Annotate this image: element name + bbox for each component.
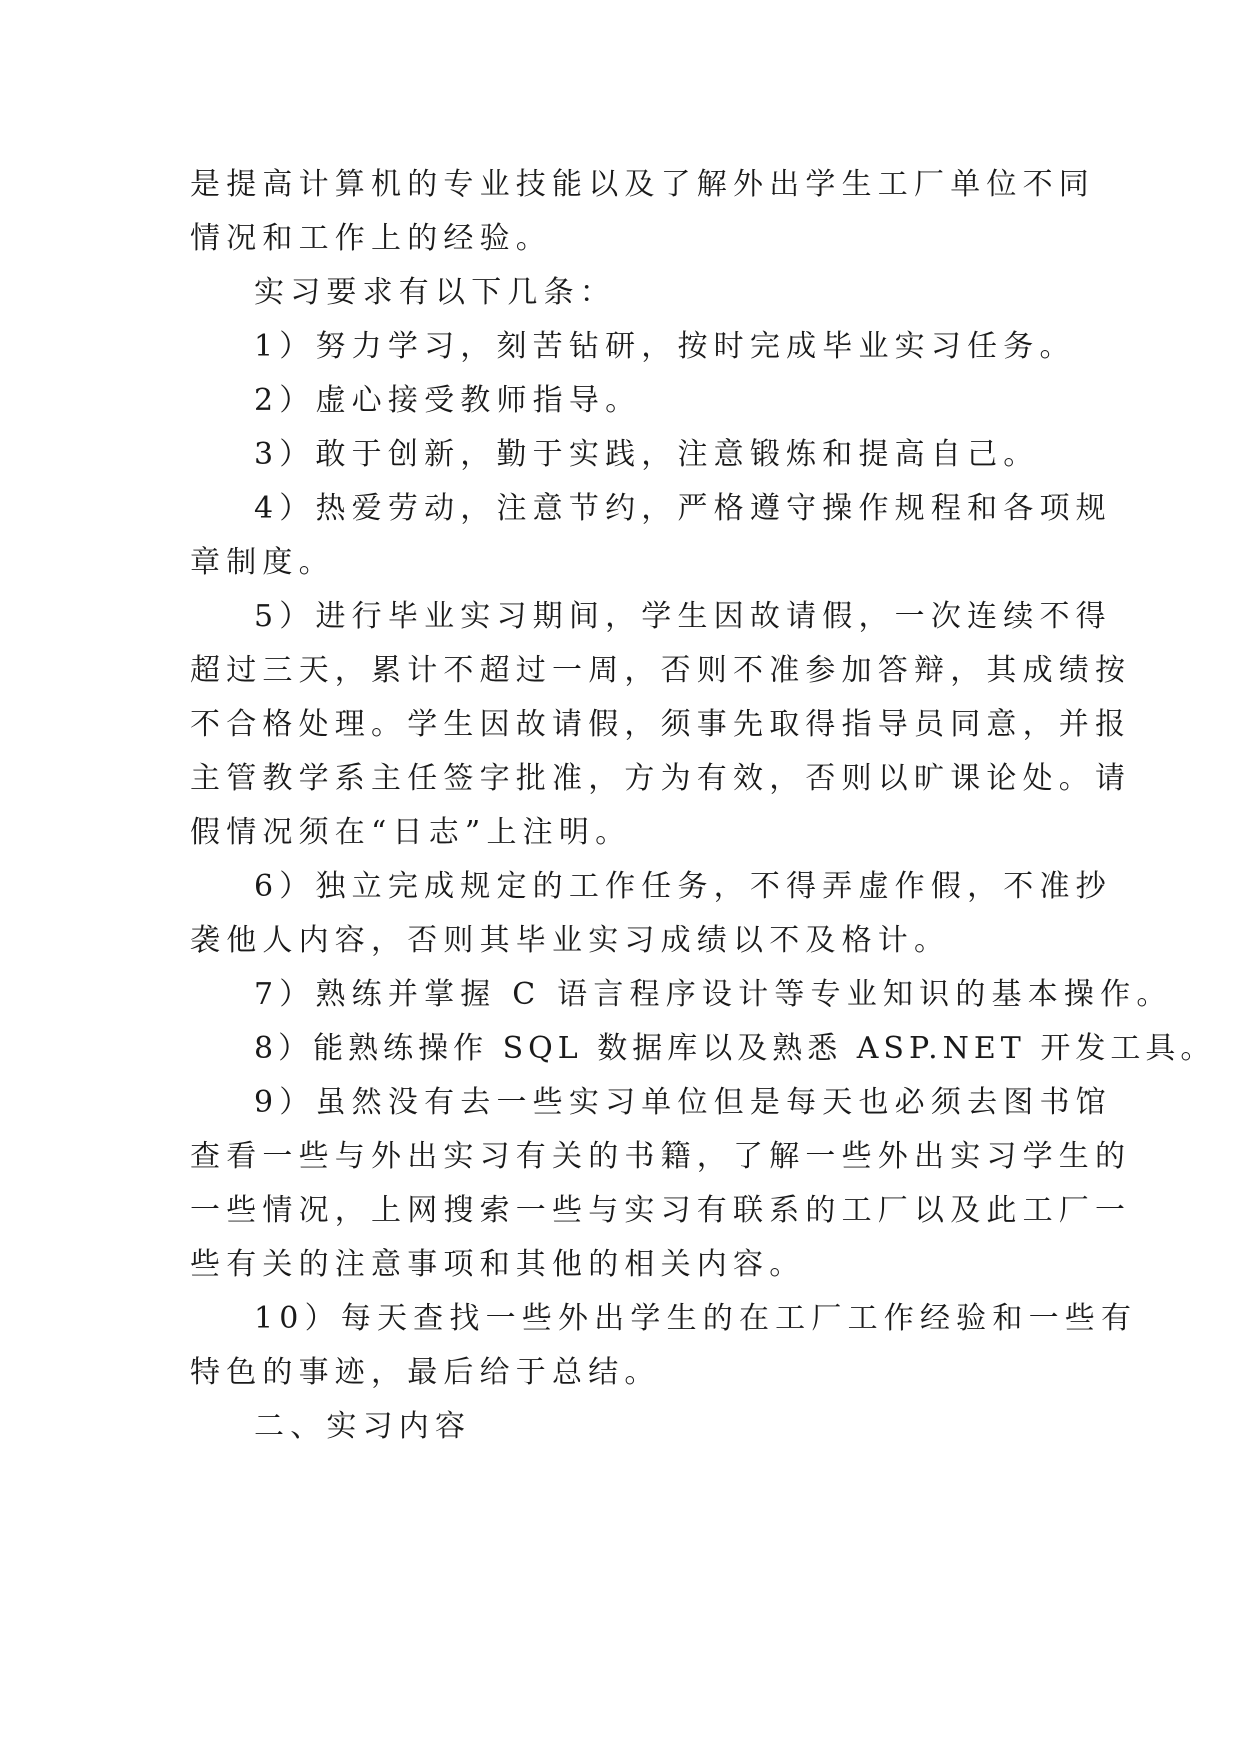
list-item: 4）热爱劳动，注意节约，严格遵守操作规程和各项规 [254,491,1112,526]
text-line: 是提高计算机的专业技能以及了解外出学生工厂单位不同 [190,167,1095,202]
text-line: 主管教学系主任签字批准，方为有效，否则以旷课论处。请 [190,761,1132,796]
list-item: 8）能熟练操作 SQL 数据库以及熟悉 ASP.NET 开发工具。 [254,1031,1216,1066]
list-item: 5）进行毕业实习期间，学生因故请假，一次连续不得 [254,599,1112,634]
list-item: 9）虽然没有去一些实习单位但是每天也必须去图书馆 [254,1085,1112,1120]
text-line: 情况和工作上的经验。 [190,221,552,256]
list-item: 2）虚心接受教师指导。 [254,383,642,418]
text-line: 章制度。 [190,545,335,580]
text-line: 查看一些与外出实习有关的书籍，了解一些外出实习学生的 [190,1139,1132,1174]
list-item: 3）敢于创新，勤于实践，注意锻炼和提高自己。 [254,437,1040,472]
text-line: 特色的事迹，最后给于总结。 [190,1355,661,1390]
text-line: 超过三天，累计不超过一周，否则不准参加答辩，其成绩按 [190,653,1132,688]
text-line: 不合格处理。学生因故请假，须事先取得指导员同意，并报 [190,707,1132,742]
list-item: 1）努力学习，刻苦钻研，按时完成毕业实习任务。 [254,329,1076,364]
text-line: 一些情况，上网搜索一些与实习有联系的工厂以及此工厂一 [190,1193,1132,1228]
section-heading: 二、实习内容 [254,1409,472,1444]
text-line: 袭他人内容，否则其毕业实习成绩以不及格计。 [190,923,951,958]
list-item: 7）熟练并掌握 C 语言程序设计等专业知识的基本操作。 [254,977,1173,1012]
text-line: 实习要求有以下几条： [254,275,616,310]
text-line: 假情况须在“日志”上注明。 [190,815,632,850]
list-item: 6）独立完成规定的工作任务，不得弄虚作假，不准抄 [254,869,1112,904]
list-item: 10）每天查找一些外出学生的在工厂工作经验和一些有 [254,1301,1138,1336]
text-line: 些有关的注意事项和其他的相关内容。 [190,1247,806,1282]
